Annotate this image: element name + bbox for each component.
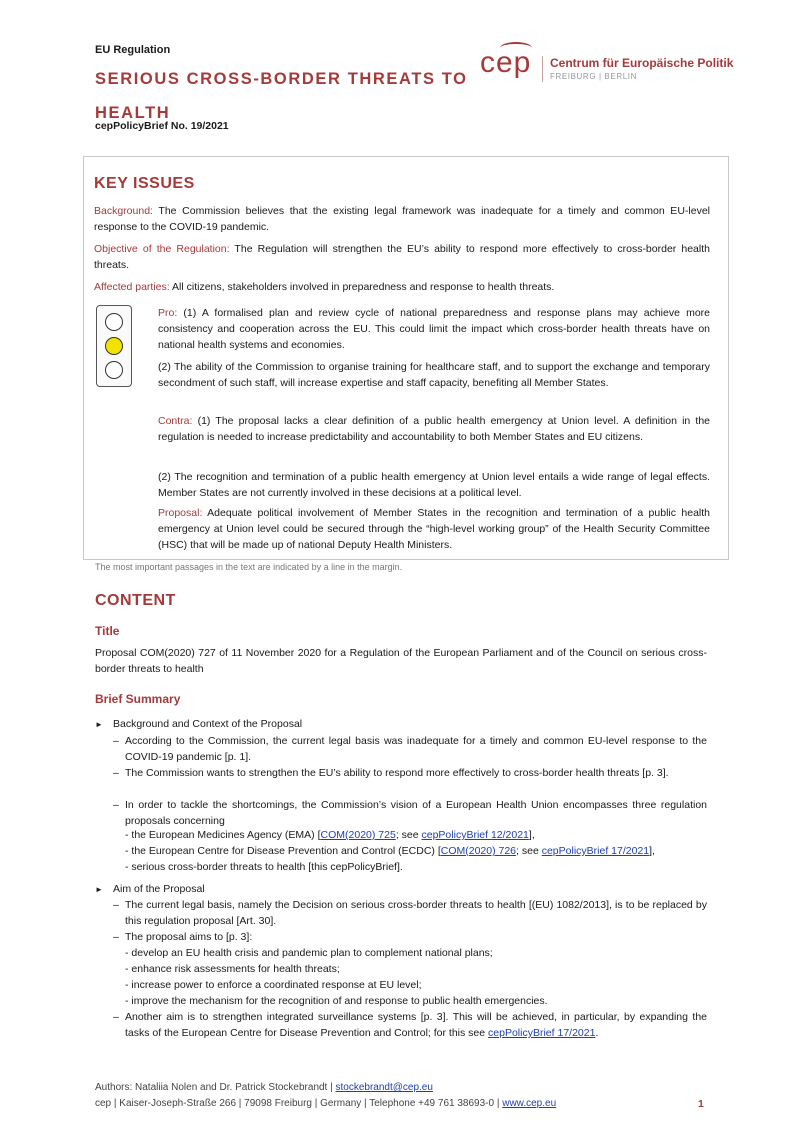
logo-cities: FREIBURG | BERLIN [550, 72, 637, 81]
list-item: - improve the mechanism for the recognition of and response to public health emergencies. [125, 995, 548, 1007]
pro-paragraph-2: (2) The ability of the Commission to organise training for healthcare staff, and to support the exchange and temporary secondment of such staff, will increase expertise and staff capacity, benefiting all Member States. [158, 361, 710, 389]
policybrief-17-2021-link-2[interactable]: cepPolicyBrief 17/2021 [488, 1027, 596, 1039]
traffic-light-amber [105, 337, 123, 355]
footer-authors: Authors: Nataliia Nolen and Dr. Patrick Stockebrandt | stockebrandt@cep.eu [95, 1082, 433, 1093]
list-item: - serious cross-border threats to health [this cepPolicyBrief]. [125, 861, 403, 873]
bullet-background [95, 716, 302, 733]
logo-organisation-name: Centrum für Europäische Politik [550, 56, 734, 70]
bullet-triangle-icon: ► [95, 720, 103, 729]
proposal-label: Proposal: [158, 507, 203, 519]
traffic-light-red [105, 313, 123, 331]
cep-logo [480, 46, 740, 90]
com-2020-726-link[interactable]: COM(2020) 726 [440, 845, 517, 857]
logo-wordmark: cep [480, 46, 532, 79]
bullet-aim-text: Aim of the Proposal [113, 883, 205, 895]
list-item: - develop an EU health crisis and pandemic plan to complement national plans; [125, 947, 493, 959]
background-text: The Commission believes that the existing legal framework was inadequate for a timely and common EU-level response to the COVID-19 pandemic. [94, 205, 710, 233]
website-link[interactable]: www.cep.eu [502, 1098, 557, 1109]
pro-label: Pro: [158, 307, 178, 319]
page-number: 1 [698, 1098, 704, 1110]
proposal-text: Adequate political involvement of Member States in the recognition and termination of a public health emergency at Union level could be secured through the “high-level working group” of the Health Security Committee (HSC) that will be made up of national Deputy Health Ministers. [158, 507, 710, 551]
pro-1-text: (1) A formalised plan and review cycle of national preparedness and response plans may achieve more consistency and cooperation across the EU. This could limit the impact which cross-border health threats have on national health systems and economies. [158, 307, 710, 351]
proposal-paragraph [158, 505, 710, 553]
objective-text: The Regulation will strengthen the EU’s ability to respond more effectively to cross-border health threats. [94, 243, 710, 271]
logo-divider [542, 56, 543, 82]
key-issues-heading: KEY ISSUES [94, 175, 195, 192]
margin-note: The most important passages in the text are indicated by a line in the margin. [95, 562, 403, 572]
background-paragraph [94, 203, 710, 235]
list-item-ecdc: - the European Centre for Disease Prevention and Control (ECDC) [COM(2020) 726; see cepPolicyBrief 17/2021], [125, 845, 655, 857]
traffic-light-green [105, 361, 123, 379]
author-email-link[interactable]: stockebrandt@cep.eu [335, 1082, 433, 1093]
contra-paragraph-1 [158, 413, 710, 445]
bullet-aim [95, 881, 205, 898]
document-title: SERIOUS CROSS-BORDER THREATS TO HEALTH [95, 70, 468, 122]
objective-label: Objective of the Regulation: [94, 243, 230, 255]
contra-1-text: (1) The proposal lacks a clear definition of a public health emergency at Union level. A definition in the regulation is needed to increase predictability and accountability to both Member States and EU citizens. [158, 415, 710, 443]
pro-paragraph-1 [158, 305, 710, 353]
summary-subheading: Brief Summary [95, 692, 181, 706]
contra-paragraph-2: (2) The recognition and termination of a public health emergency at Union level entails a wide range of legal effects. Member States are not currently involved in these decisions at a political level. [158, 471, 710, 499]
title-paragraph: Proposal COM(2020) 727 of 11 November 2020 for a Regulation of the European Parliament and of the Council on serious cross-border threats to health [95, 647, 707, 675]
list-item: – Another aim is to strengthen integrated surveillance systems [p. 3]. This will be achieved, in particular, by expanding the tasks of the European Centre for Disease Prevention and Control; for this see cepPolicyBrief 17/2021. [113, 1011, 707, 1039]
list-item-ema: - the European Medicines Agency (EMA) [COM(2020) 725; see cepPolicyBrief 12/2021], [125, 829, 535, 841]
document-category: EU Regulation [95, 44, 171, 56]
bullet-triangle-icon: ► [95, 885, 103, 894]
affected-paragraph [94, 279, 710, 295]
policybrief-17-2021-link[interactable]: cepPolicyBrief 17/2021 [541, 845, 650, 857]
key-issues-box [83, 156, 729, 560]
background-label: Background: [94, 205, 153, 217]
list-item: – The current legal basis, namely the Decision on serious cross-border threats to health [(EU) 1082/2013], is to be replaced by this regulation proposal [Art. 30]. [113, 899, 707, 927]
com-2020-725-link[interactable]: COM(2020) 725 [320, 829, 396, 841]
objective-paragraph [94, 241, 710, 273]
policybrief-12-2021-link[interactable]: cepPolicyBrief 12/2021 [421, 829, 529, 841]
bullet-background-text: Background and Context of the Proposal [113, 718, 303, 730]
list-item: – According to the Commission, the current legal basis was inadequate for a timely and common EU-level response to the COVID-19 pandemic [p. 1]. [113, 735, 707, 763]
list-item: - enhance risk assessments for health threats; [125, 963, 340, 975]
contra-label: Contra: [158, 415, 193, 427]
content-heading: CONTENT [95, 592, 176, 609]
list-item: – The proposal aims to [p. 3]: [113, 931, 253, 943]
traffic-light-icon [96, 305, 132, 387]
list-item: – In order to tackle the shortcomings, the Commission’s vision of a European Health Union encompasses three regulation proposals concerning [113, 799, 707, 827]
footer-address: cep | Kaiser-Joseph-Straße 266 | 79098 Freiburg | Germany | Telephone +49 761 38693-0 | www.cep.eu [95, 1098, 557, 1109]
brief-number: cepPolicyBrief No. 19/2021 [95, 120, 229, 132]
list-item: – The Commission wants to strengthen the EU’s ability to respond more effectively to cross-border health threats [p. 3]. [113, 767, 669, 779]
affected-text: All citizens, stakeholders involved in preparedness and response to health threats. [169, 281, 555, 293]
affected-label: Affected parties: [94, 281, 170, 293]
title-subheading: Title [95, 624, 120, 638]
list-item: - increase power to enforce a coordinated response at EU level; [125, 979, 422, 991]
